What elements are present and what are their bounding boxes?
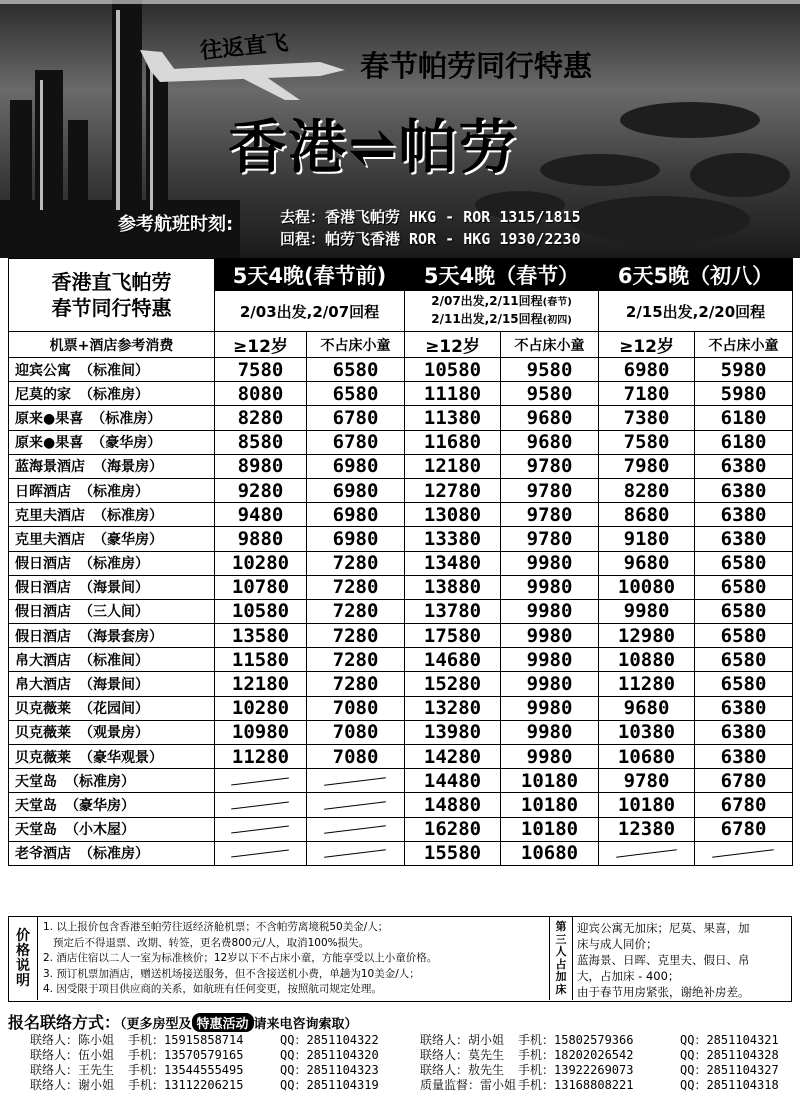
table-row [9, 841, 793, 865]
price-cell: 6780 [307, 406, 405, 430]
contact-qq: QQ：2851104328 [680, 1048, 779, 1062]
price-cell: 6980 [307, 478, 405, 502]
price-cell: 10880 [599, 648, 695, 672]
col-adult-1: ≥12岁 [215, 332, 307, 358]
banner-subtitle-direct: 往返直飞 [199, 30, 290, 65]
hotel-name: 贝克薇莱 [15, 749, 71, 766]
room-type: （小木屋） [65, 822, 135, 839]
price-unavailable [599, 841, 695, 865]
price-cell: 6580 [307, 382, 405, 406]
contact-name: 质量监督：雷小姐 [420, 1078, 517, 1092]
price-unavailable [307, 769, 405, 793]
hotel-cell [9, 430, 215, 454]
hotel-name: 假日酒店 [15, 628, 71, 645]
price-cell: 6380 [695, 745, 793, 769]
price-cell: 13280 [405, 696, 501, 720]
contact-qq: QQ：2851104322 [280, 1033, 379, 1047]
price-cell: 6580 [695, 575, 793, 599]
table-row [9, 648, 793, 672]
contact-mobile: 手机：13544555495 [128, 1063, 244, 1077]
price-cell: 7280 [307, 575, 405, 599]
room-type: （海景间） [79, 580, 149, 597]
price-cell: 9680 [501, 430, 599, 454]
hotel-cell [9, 382, 215, 406]
price-cell: 9780 [501, 454, 599, 478]
room-type: （标准间） [79, 652, 149, 669]
price-cell: 12380 [599, 817, 695, 841]
price-cell: 6980 [307, 454, 405, 478]
price-cell: 6580 [695, 624, 793, 648]
price-cell: 9680 [599, 696, 695, 720]
table-row [9, 624, 793, 648]
price-cell: 9780 [501, 503, 599, 527]
hotel-cell [9, 624, 215, 648]
hotel-name: 帛大酒店 [15, 677, 71, 694]
price-cell: 8080 [215, 382, 307, 406]
price-cell: 6980 [599, 358, 695, 382]
price-cell: 17580 [405, 624, 501, 648]
notes-label-char: 明 [16, 972, 30, 989]
hotel-name: 原来●果喜 [15, 410, 84, 427]
flight-return: 回程：帕劳飞香港 ROR - HKG 1930/2230 [280, 230, 581, 248]
room-type: （标准房） [79, 556, 149, 573]
col-adult-2: ≥12岁 [405, 332, 501, 358]
price-cell: 7280 [307, 551, 405, 575]
price-cell: 5980 [695, 382, 793, 406]
price-cell: 9980 [501, 575, 599, 599]
price-cell: 6780 [695, 817, 793, 841]
table-row [9, 551, 793, 575]
contact-qq: QQ：2851104321 [680, 1033, 779, 1047]
price-cell: 7380 [599, 406, 695, 430]
price-cell: 10180 [501, 793, 599, 817]
extra-bed-label [549, 917, 573, 1000]
contact-mobile: 手机：15802579366 [518, 1033, 634, 1047]
contact-row [30, 1063, 800, 1078]
price-cell: 10680 [501, 841, 599, 865]
price-cell: 9980 [501, 745, 599, 769]
price-table [8, 258, 793, 866]
price-cell: 9580 [501, 358, 599, 382]
price-cell: 11280 [215, 745, 307, 769]
price-cell: 8980 [215, 454, 307, 478]
subheader-label: 机票+酒店参考消费 [9, 332, 215, 358]
notes-label-char: 格 [16, 942, 30, 959]
price-cell: 14280 [405, 745, 501, 769]
hotel-name: 假日酒店 [15, 604, 71, 621]
table-row [9, 406, 793, 430]
contact-name: 联络人：陈小姐 [30, 1033, 115, 1047]
price-cell: 12180 [405, 454, 501, 478]
extra-bed-line: 迎宾公寓无加床；尼莫、果喜，加 [577, 921, 750, 935]
hotel-cell [9, 672, 215, 696]
package-title-2: 5天4晚（春节） [405, 259, 599, 291]
room-type: （标准房） [79, 483, 149, 500]
hotel-cell [9, 478, 215, 502]
price-cell: 8680 [599, 503, 695, 527]
price-cell: 16280 [405, 817, 501, 841]
price-cell: 7980 [599, 454, 695, 478]
contact-row [30, 1033, 800, 1048]
banner-title: 香港⇌帕劳 [228, 113, 519, 181]
price-unavailable [215, 793, 307, 817]
extra-bed-label-char: 三 [555, 932, 567, 946]
price-cell: 11180 [405, 382, 501, 406]
hotel-name: 克里夫酒店 [15, 531, 85, 548]
price-cell: 9980 [501, 599, 599, 623]
price-cell: 13880 [405, 575, 501, 599]
price-cell: 7580 [599, 430, 695, 454]
contact-mobile: 手机：13922269073 [518, 1063, 634, 1077]
notes-label-char: 说 [16, 957, 30, 974]
hotel-name: 原来●果喜 [15, 435, 84, 452]
price-cell: 10280 [215, 696, 307, 720]
note-line: 3. 预订机票加酒店，赠送机场接送服务，但不含接送机小费，单趟为10美金/人； [43, 967, 420, 980]
contact-name: 联络人：莫先生 [420, 1048, 505, 1062]
table-title-line2: 春节同行特惠 [51, 296, 172, 320]
extra-bed-label-char: 人 [555, 945, 567, 958]
special-offer-badge: 特惠活动 [192, 1013, 254, 1032]
price-cell: 13380 [405, 527, 501, 551]
price-cell: 9580 [501, 382, 599, 406]
room-type: （海景间） [79, 677, 149, 694]
hotel-name: 尼莫的家 [15, 386, 71, 403]
price-cell: 6980 [307, 527, 405, 551]
price-cell: 12180 [215, 672, 307, 696]
table-row [9, 503, 793, 527]
room-type: （海景房） [93, 459, 163, 476]
extra-bed-label-char: 第 [555, 920, 567, 933]
hotel-cell [9, 454, 215, 478]
contact-mobile: 手机：13570579165 [128, 1048, 244, 1062]
price-cell: 13980 [405, 720, 501, 744]
notes-label [9, 917, 38, 1000]
contact-mobile: 手机：18202026542 [518, 1048, 634, 1062]
contact-name: 联络人：伍小姐 [30, 1048, 115, 1062]
price-cell: 5980 [695, 358, 793, 382]
price-cell: 6380 [695, 696, 793, 720]
price-cell: 9480 [215, 503, 307, 527]
room-type: （标准房） [65, 773, 135, 790]
price-cell: 7080 [307, 720, 405, 744]
table-row [9, 745, 793, 769]
price-cell: 12980 [599, 624, 695, 648]
note-line: 1. 以上报价包含香港至帕劳往返经济舱机票；不含帕劳离境税50美金/人； [43, 921, 389, 933]
package-dates-2a: 2/07出发,2/11回程 [431, 294, 543, 308]
flight-outbound: 去程：香港飞帕劳 HKG - ROR 1315/1815 [280, 208, 581, 226]
contact-qq: QQ：2851104320 [280, 1048, 379, 1062]
price-cell: 9880 [215, 527, 307, 551]
hotel-cell [9, 696, 215, 720]
extra-bed-label-char: 占 [555, 957, 567, 971]
price-cell: 13780 [405, 599, 501, 623]
room-type: （豪华房） [91, 435, 162, 452]
price-cell: 13480 [405, 551, 501, 575]
contact-qq: QQ：2851104323 [280, 1063, 379, 1077]
table-row [9, 358, 793, 382]
hotel-cell [9, 841, 215, 865]
price-cell: 14680 [405, 648, 501, 672]
hotel-name: 天堂岛 [15, 773, 57, 790]
room-type: （标准房） [79, 386, 149, 403]
price-cell: 6380 [695, 527, 793, 551]
hotel-name: 蓝海景酒店 [15, 459, 85, 476]
note-line: 4. 因受限于项目供应商的关系，如航班有任何变更，按照航司规定处理。 [43, 983, 382, 995]
price-cell: 9980 [501, 551, 599, 575]
contact-mobile: 手机：13112206215 [128, 1078, 244, 1092]
contact-title [8, 1010, 358, 1033]
hotel-name: 贝克薇莱 [15, 725, 71, 742]
table-row [9, 382, 793, 406]
price-cell: 6980 [307, 503, 405, 527]
hotel-cell [9, 551, 215, 575]
hotel-cell [9, 599, 215, 623]
price-cell: 15580 [405, 841, 501, 865]
col-child-2: 不占床小童 [501, 332, 599, 358]
hotel-name: 帛大酒店 [15, 652, 71, 669]
price-cell: 7080 [307, 696, 405, 720]
price-cell: 13580 [215, 624, 307, 648]
price-cell: 7280 [307, 599, 405, 623]
package-dates-3: 2/15出发,2/20回程 [599, 291, 793, 332]
contact-row [30, 1048, 800, 1063]
room-type: （标准房） [79, 846, 149, 863]
price-cell: 9780 [501, 527, 599, 551]
hotel-cell [9, 769, 215, 793]
col-child-1: 不占床小童 [307, 332, 405, 358]
extra-bed-line: 由于春节用房紧张，谢绝补房差。 [577, 985, 750, 999]
hotel-cell [9, 358, 215, 382]
package-dates-1: 2/03出发,2/07回程 [215, 291, 405, 332]
price-cell: 6580 [695, 599, 793, 623]
table-row [9, 478, 793, 502]
hotel-cell [9, 720, 215, 744]
table-row [9, 817, 793, 841]
contact-name: 联络人：王先生 [30, 1063, 115, 1077]
contact-name: 联络人：胡小姐 [420, 1033, 505, 1047]
price-cell: 10380 [599, 720, 695, 744]
package-title-1: 5天4晚(春节前) [215, 259, 405, 291]
contact-name: 联络人：谢小姐 [30, 1078, 115, 1092]
price-notes [8, 916, 792, 1002]
price-unavailable [695, 841, 793, 865]
price-cell: 6580 [695, 551, 793, 575]
room-type: （豪华房） [93, 531, 163, 548]
hotel-name: 贝克薇莱 [15, 701, 71, 718]
price-cell: 10280 [215, 551, 307, 575]
room-type: （花园间） [79, 701, 149, 718]
table-row [9, 454, 793, 478]
price-cell: 11580 [215, 648, 307, 672]
note-line: 2. 酒店住宿以二人一室为标准核价；12岁以下不占床小童，方能享受以上小童价格。 [43, 952, 438, 964]
table-title [9, 259, 215, 332]
price-cell: 7080 [307, 745, 405, 769]
hotel-cell [9, 503, 215, 527]
extra-bed-line: 大，占加床 - 400； [577, 969, 680, 983]
room-type: （豪华观景） [79, 749, 163, 766]
hotel-cell [9, 745, 215, 769]
price-cell: 8580 [215, 430, 307, 454]
price-cell: 6180 [695, 406, 793, 430]
col-adult-3: ≥12岁 [599, 332, 695, 358]
price-cell: 9180 [599, 527, 695, 551]
price-cell: 6380 [695, 503, 793, 527]
price-cell: 9980 [599, 599, 695, 623]
price-cell: 6780 [695, 769, 793, 793]
hotel-cell [9, 817, 215, 841]
price-unavailable [307, 817, 405, 841]
price-unavailable [307, 793, 405, 817]
room-type: （海景套房） [79, 628, 163, 645]
price-cell: 9980 [501, 696, 599, 720]
room-type: （三人间） [79, 604, 149, 621]
package-dates-2 [405, 291, 599, 332]
price-cell: 9780 [599, 769, 695, 793]
room-type: （豪华房） [65, 797, 135, 814]
hotel-cell [9, 406, 215, 430]
price-unavailable [215, 841, 307, 865]
table-row [9, 769, 793, 793]
table-row [9, 793, 793, 817]
flight-schedule-label: 参考航班时刻: [118, 214, 234, 235]
contact-note-post: 请来电咨询索取） [253, 1017, 358, 1032]
extra-bed-line: 床与成人同价； [577, 937, 658, 951]
price-cell: 6780 [307, 430, 405, 454]
extra-bed-label-char: 加 [555, 970, 567, 983]
col-child-3: 不占床小童 [695, 332, 793, 358]
banner-subtitle-special: 春节帕劳同行特惠 [360, 49, 593, 83]
price-cell: 10080 [599, 575, 695, 599]
package-dates-2b: 2/11出发,2/15回程 [431, 312, 543, 326]
hotel-name: 克里夫酒店 [15, 507, 85, 524]
hotel-cell [9, 793, 215, 817]
table-row [9, 430, 793, 454]
hotel-name: 日晖酒店 [15, 483, 71, 500]
price-cell: 7580 [215, 358, 307, 382]
price-cell: 12780 [405, 478, 501, 502]
table-row [9, 575, 793, 599]
contact-qq: QQ：2851104319 [280, 1078, 379, 1092]
price-cell: 11280 [599, 672, 695, 696]
room-type: （标准间） [79, 362, 149, 379]
notes-body [43, 920, 533, 998]
room-type: （标准房） [93, 507, 163, 524]
price-cell: 13080 [405, 503, 501, 527]
extra-bed-line: 蓝海景、日晖、克里夫、假日、帛 [577, 953, 750, 967]
price-cell: 6380 [695, 454, 793, 478]
package-title-3: 6天5晚（初八） [599, 259, 793, 291]
hotel-cell [9, 527, 215, 551]
table-row [9, 672, 793, 696]
table-row [9, 720, 793, 744]
price-cell: 10180 [501, 769, 599, 793]
extra-bed-body [577, 920, 789, 1000]
table-title-line1: 香港直飞帕劳 [51, 270, 172, 294]
hotel-name: 迎宾公寓 [15, 362, 71, 379]
contact-heading: 报名联络方式： [8, 1013, 121, 1032]
price-cell: 9680 [501, 406, 599, 430]
hotel-name: 天堂岛 [15, 797, 57, 814]
package-tag-2b: (初四) [542, 315, 572, 326]
price-cell: 10580 [405, 358, 501, 382]
price-unavailable [215, 817, 307, 841]
hotel-name: 假日酒店 [15, 556, 71, 573]
table-row [9, 696, 793, 720]
contact-list [30, 1033, 800, 1093]
price-cell: 7280 [307, 672, 405, 696]
price-cell: 6380 [695, 720, 793, 744]
price-cell: 9980 [501, 720, 599, 744]
contact-qq: QQ：2851104318 [680, 1078, 779, 1092]
notes-label-char: 价 [16, 927, 30, 944]
price-cell: 9280 [215, 478, 307, 502]
table-row [9, 599, 793, 623]
contact-qq: QQ：2851104327 [680, 1063, 779, 1077]
price-cell: 9680 [599, 551, 695, 575]
extra-bed-label-char: 床 [555, 982, 567, 996]
price-cell: 7280 [307, 648, 405, 672]
price-cell: 11380 [405, 406, 501, 430]
price-cell: 10180 [501, 817, 599, 841]
price-cell: 10180 [599, 793, 695, 817]
price-cell: 6580 [307, 358, 405, 382]
hotel-name: 天堂岛 [15, 822, 57, 839]
room-type: （标准房） [91, 410, 162, 427]
price-cell: 10980 [215, 720, 307, 744]
price-cell: 14480 [405, 769, 501, 793]
room-type: （观景房） [79, 725, 149, 742]
price-cell: 10580 [215, 599, 307, 623]
price-cell: 11680 [405, 430, 501, 454]
price-cell: 9780 [501, 478, 599, 502]
hero-banner [0, 0, 800, 258]
price-cell: 6580 [695, 672, 793, 696]
price-cell: 7280 [307, 624, 405, 648]
price-cell: 9980 [501, 624, 599, 648]
note-line: 预定后不得退票、改期、转签，更名费800元/人，取消100%损失。 [43, 936, 370, 949]
price-cell: 6380 [695, 478, 793, 502]
price-unavailable [307, 841, 405, 865]
hotel-cell [9, 648, 215, 672]
price-cell: 15280 [405, 672, 501, 696]
price-cell: 6180 [695, 430, 793, 454]
table-row [9, 527, 793, 551]
contact-mobile: 手机：13168808221 [518, 1078, 634, 1092]
price-cell: 10680 [599, 745, 695, 769]
contact-mobile: 手机：15915858714 [128, 1033, 244, 1047]
contact-row [30, 1078, 800, 1093]
hotel-cell [9, 575, 215, 599]
package-tag-2a: (春节) [542, 297, 572, 308]
price-cell: 6780 [695, 793, 793, 817]
price-cell: 9980 [501, 648, 599, 672]
hotel-name: 假日酒店 [15, 580, 71, 597]
contact-name: 联络人：敖先生 [420, 1063, 505, 1077]
hotel-name: 老爷酒店 [15, 846, 71, 863]
price-unavailable [215, 769, 307, 793]
price-cell: 8280 [599, 478, 695, 502]
price-cell: 6580 [695, 648, 793, 672]
price-cell: 9980 [501, 672, 599, 696]
price-cell: 7180 [599, 382, 695, 406]
contact-note-pre: （更多房型及 [120, 1017, 192, 1032]
price-cell: 14880 [405, 793, 501, 817]
price-cell: 10780 [215, 575, 307, 599]
price-cell: 8280 [215, 406, 307, 430]
